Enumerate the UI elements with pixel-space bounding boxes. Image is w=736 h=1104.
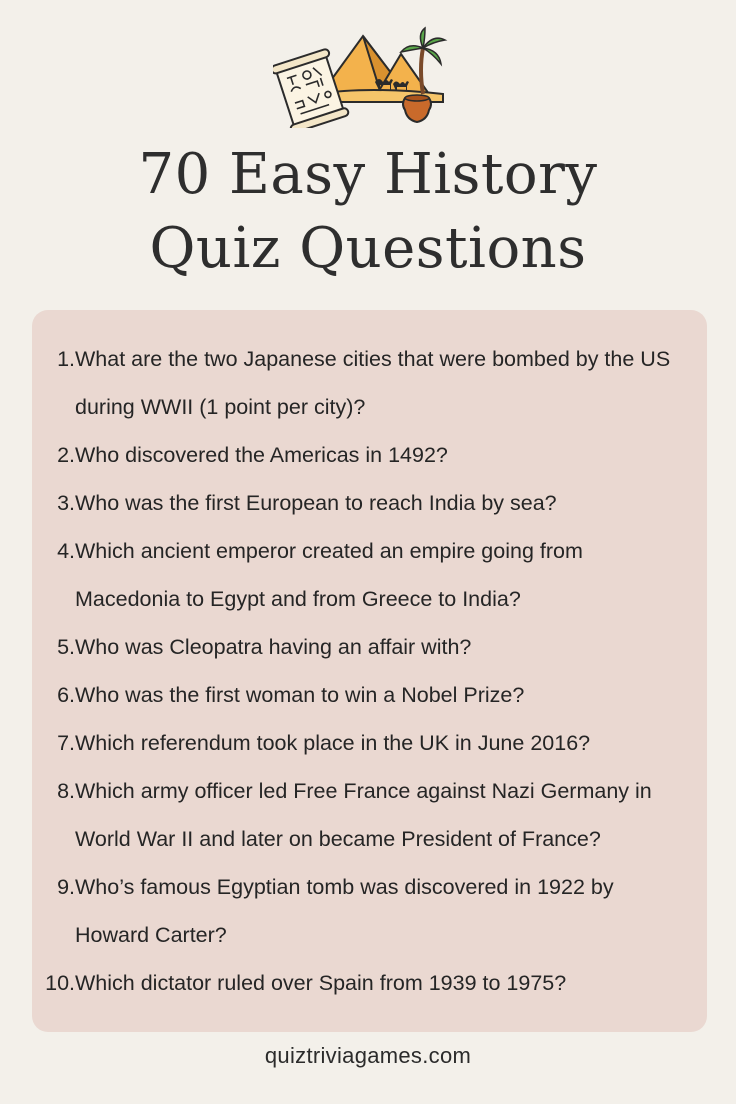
question-number: 8. [57,779,75,803]
question-text: Who’s famous Egyptian tomb was discovered in 1922 by Howard Carter? [75,875,614,947]
questions-card [32,310,707,1032]
question-number: 7. [57,731,75,755]
question-item [32,527,689,623]
question-number: 4. [57,539,75,563]
question-item [32,767,689,863]
questions-list [32,335,689,1007]
egypt-history-illustration-icon [273,24,463,128]
question-item [32,479,689,527]
hero-illustration [0,24,736,130]
question-number: 6. [57,683,75,707]
question-text: Who was the first European to reach India by sea? [75,491,557,515]
title-line-2: Quiz Questions [149,216,587,281]
question-text: Who discovered the Americas in 1492? [75,443,448,467]
page-title [0,138,736,286]
question-number: 10. [45,971,75,995]
question-item [32,671,689,719]
question-number: 3. [57,491,75,515]
question-text: Who was Cleopatra having an affair with? [75,635,472,659]
question-text: Which dictator ruled over Spain from 1939 to 1975? [75,971,567,995]
question-text: Who was the first woman to win a Nobel Prize? [75,683,525,707]
website-link[interactable]: quiztriviagames.com [264,1043,472,1068]
question-item [32,431,689,479]
question-item [32,335,689,431]
title-line-1: 70 Easy History [138,142,598,207]
question-number: 1. [57,347,75,371]
question-item [32,959,689,1007]
question-number: 5. [57,635,75,659]
question-text: Which referendum took place in the UK in June 2016? [75,731,591,755]
question-number: 9. [57,875,75,899]
question-text: Which army officer led Free France against Nazi Germany in World War II and later on became President of France? [75,779,652,851]
question-item [32,863,689,959]
question-text: Which ancient emperor created an empire going from Macedonia to Egypt and from Greece to India? [75,539,583,611]
question-number: 2. [57,443,75,467]
question-item [32,623,689,671]
question-item [32,719,689,767]
question-text: What are the two Japanese cities that were bombed by the US during WWII (1 point per city)? [75,347,671,419]
